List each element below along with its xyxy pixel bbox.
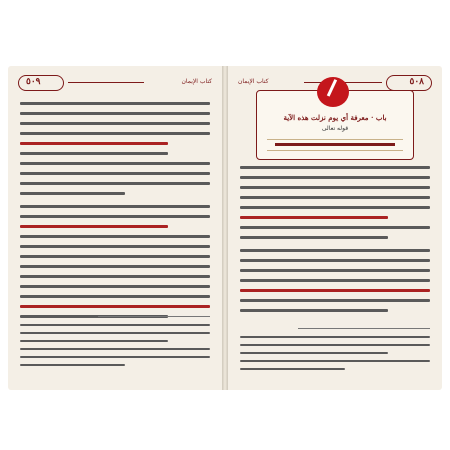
right-page-footnotes bbox=[240, 336, 430, 376]
book-spread bbox=[8, 66, 442, 390]
footnote-rule bbox=[298, 328, 430, 329]
chapter-verse bbox=[267, 139, 403, 151]
right-page-body bbox=[240, 166, 430, 319]
right-page-number: ٥٠٨ bbox=[409, 77, 424, 87]
chapter-title: باب · معرفة أي يوم نزلت هذه الآية bbox=[283, 113, 387, 122]
left-page-header-title: كتاب الإيمان bbox=[181, 78, 212, 85]
left-page-header bbox=[18, 76, 212, 92]
page-number-ornament bbox=[18, 75, 64, 91]
left-page-number: ٥٠٩ bbox=[26, 77, 41, 87]
verse-text bbox=[275, 143, 395, 146]
left-page bbox=[8, 66, 222, 390]
left-page-body bbox=[20, 102, 210, 325]
chapter-subtitle: قوله تعالى bbox=[321, 125, 349, 132]
footnote-rule bbox=[98, 316, 210, 317]
right-page bbox=[228, 66, 442, 390]
chapter-heading-box bbox=[256, 90, 414, 160]
right-page-header-title: كتاب الإيمان bbox=[238, 78, 269, 85]
header-rule bbox=[68, 82, 144, 83]
left-page-footnotes bbox=[20, 324, 210, 372]
